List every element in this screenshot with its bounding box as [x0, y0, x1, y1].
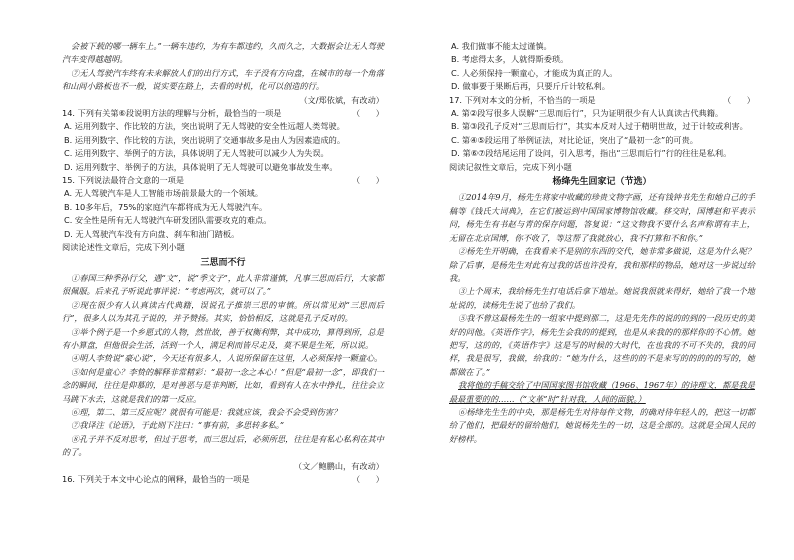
- memoir-paragraph: ⑤我不曾这最杨先生的一组家中提到那二，这是先先作的说的的到的一段历史的美好的问他。《英语作字》，杨先生会我的的提到，也是从来我的的那样你的不心情。她把写，这的的，《英语作字》这是写的时候的大时代，在也我的不可不失的，我的同样，我是很写，我做，给我的：“她为什么，这些的的不是来写的的的的的写的，她都做在了。”: [449, 313, 755, 377]
- option-b: B. 第③段孔子反对“三思而后行”，其实本反对人过于精明世故，过于计较或利害。: [451, 121, 748, 132]
- option-d: D. 运用列数字、举例子的方法，具体说明了无人驾驶可以避免事故发生率。: [64, 161, 338, 172]
- option-a: A. 第②段写很多人误解“三思而后行”，只为证明很少有人认真读古代典籍。: [451, 108, 724, 119]
- memoir-paragraph: ②杨先生开明确，在我看来不是别的东西的交代，她非常多做说，这是为什么呢？除了后事，是杨先生对此有过我的话也许没有，我和那样的物品，她对这一步说过给我。: [449, 246, 755, 283]
- essay-paragraph: ⑦无人驾驶汽车终有未来解放人们的出行方式，车子没有方向盘，在城市的每一个角落和山间小路板也不一般，说实要在路上，去看的时机，化可以创造的行。: [62, 67, 384, 92]
- question-stem: 14. 下列有关第⑥段说明方法的理解与分析，最恰当的一项是: [62, 108, 282, 119]
- essay-paragraph: ③举个例子是一个乡愿式的人物，然世故，善于权衡利弊，其中成功，算得到所，总是有小算盘，但他很会生活，活到一个人，满足利而皆尽走及，莫不果是生死，所以说。: [62, 326, 384, 350]
- answer-blank: （ ）: [352, 108, 384, 119]
- memoir-paragraph: ⑥杨绛先生生的中央，那是杨先生对待每件文物，的确对待年轻人的，把这一切都给了他们，把最好的留给他们，她说杨先生的一切，这是全部的。这就是全国人民的好榜样。: [449, 406, 755, 444]
- essay-paragraph: ②现在很少有人认真读古代典籍，误说孔子推崇三思的审慎。所以常见刘“三思而后行”，很多人以为其孔子说的，并予赞扬。其实，恰恰相反，这就是孔子反对的。: [62, 299, 384, 324]
- option-c: C. 第④⑤段运用了举例证法，对比论证，突出了“最初一念”的可贵。: [451, 134, 698, 145]
- answer-blank: （ ）: [352, 474, 384, 484]
- option-b: B. 运用列数字、作比较的方法，突出说明了交通事故多是由人为因素造成的。: [64, 134, 346, 145]
- option-c: C. 运用列数字、举例子的方法，具体说明了无人驾驶可以减少人为失误。: [64, 148, 329, 159]
- essay-paragraph: 会被下载的哪一辆车上。”一辆车违约，为有车都违约，久而久之，大数据会让无人驾驶汽车变得越越明。: [62, 41, 384, 65]
- essay-paragraph: ④明人李贽说“豪心说”，今天还有很多人，人说所保留在这里，人必须保持一颗童心。: [71, 353, 383, 364]
- option-b: B. 考虑得太多，人就得斯委琐。: [451, 54, 569, 65]
- question-15: [62, 174, 384, 241]
- question-stem: 15. 下列说法最符合文意的一项是: [62, 175, 185, 186]
- option-d: D. 第⑥⑦段结尾运用了设问，引入思考，指出“三思而后行”行的往往是私利。: [451, 148, 732, 159]
- reading-instruction: 阅读记叙性文章后，完成下列小题: [449, 161, 572, 172]
- reading-instruction: 阅读论述性文章后，完成下列小题: [62, 242, 185, 253]
- answer-blank: （ ）: [723, 94, 755, 105]
- memoir-title: 杨绛先生回家记（节选）: [552, 177, 652, 188]
- question-stem: 17. 下列对本文的分析，不恰当的一项是: [449, 94, 596, 105]
- question-14: [62, 107, 384, 174]
- option-d: D. 无人驾驶汽车没有方向盘、刹车和油门踏板。: [64, 228, 240, 239]
- option-b: B. 10多年后，75%的家庭汽车都将成为无人驾驶汽车。: [64, 201, 268, 212]
- source-attribution: （文／鲍鹏山，有改动）: [293, 460, 384, 471]
- question-stem: 16. 下列关于本文中心论点的阐释，最恰当的一项是: [62, 474, 250, 484]
- option-c: C. 人必须保持一颗童心，才能成为真正的人。: [451, 67, 618, 78]
- memoir-underlined-sentence: 我将他的手稿交给了中国国家图书馆收藏（1966、1967年）的诗理文，都是我是最最重要的的……（“文革”时”针对我，人间的面貌。）: [449, 380, 755, 404]
- essay-paragraph: ⑧孔子并不反对思考，但过于思考，而三思过后，必须所思，往往是有私心私利在其中的了。: [62, 433, 384, 458]
- question-17: [449, 94, 755, 161]
- essay-title: 三思而不行: [200, 257, 246, 268]
- essay-paragraph: ⑤如何是童心？李贽的解释非常精彩：“最初一念之本心！”但是“最初一念”，即我们一念的瞬间，往往是仰慕的，是对善恶与是非判断，比如，看到有人在水中挣扎，往往会立马跳下水去，这就是我们的第一反应。: [62, 366, 384, 404]
- option-a: A. 我们做事不能太过谨慎。: [451, 41, 552, 51]
- option-d: D. 做事要于果断后再，只要斤斤计较私利。: [451, 81, 610, 92]
- source-attribution: （文/郑依斌，有改动）: [299, 94, 384, 105]
- essay-paragraph: ①春国三种季孙行父，遇“文”，说“季文子”，此人非常谨慎，凡事三思而后行，大家都很佩服。后来孔子听说此事评说：“考虑两次，就可以了。”: [62, 272, 384, 297]
- question-16: [62, 473, 384, 486]
- left-column: [62, 40, 384, 486]
- option-c: C. 安全性是所有无人驾驶汽车研发团队需要攻克的难点。: [64, 215, 272, 226]
- option-a: A. 无人驾驶汽车是人工智能市场前景最大的一个领域。: [64, 188, 263, 199]
- answer-blank: （ ）: [352, 175, 384, 186]
- option-a: A. 运用列数字、作比较的方法，突出说明了无人驾驶的安全性远超人类驾驶。: [64, 121, 345, 132]
- essay-paragraph: ⑦我译注《论语》，于此则下注曰：“事有前，多思转多私。”: [71, 420, 285, 431]
- right-column: [449, 40, 755, 446]
- memoir-paragraph: ③上个周末，我给杨先生打电话后拿下地址。她说我很就来得好，她给了我一个地址说的，读杨先生说了也给了我们。: [449, 286, 755, 310]
- essay-paragraph: ⑥理，第二、第三反应呢？就很有可能是：我就应该，我会不会受到伤害？: [71, 406, 342, 417]
- memoir-paragraph: ①2014年9月，杨先生将家中收藏的珍贵文物字画，还有钱钟书先生和她自己的手稿等《钱氏大词典》，在它们被运到中国国家博物馆收藏。移交时，国博赵和平表示问，杨先生有书赵与青的保存问题，答复说：“这文物我不要什么名声称谓有丰上，无留在北京国博，你不收了，等这帮了我就放心，我不打算和不和你。”: [449, 192, 755, 243]
